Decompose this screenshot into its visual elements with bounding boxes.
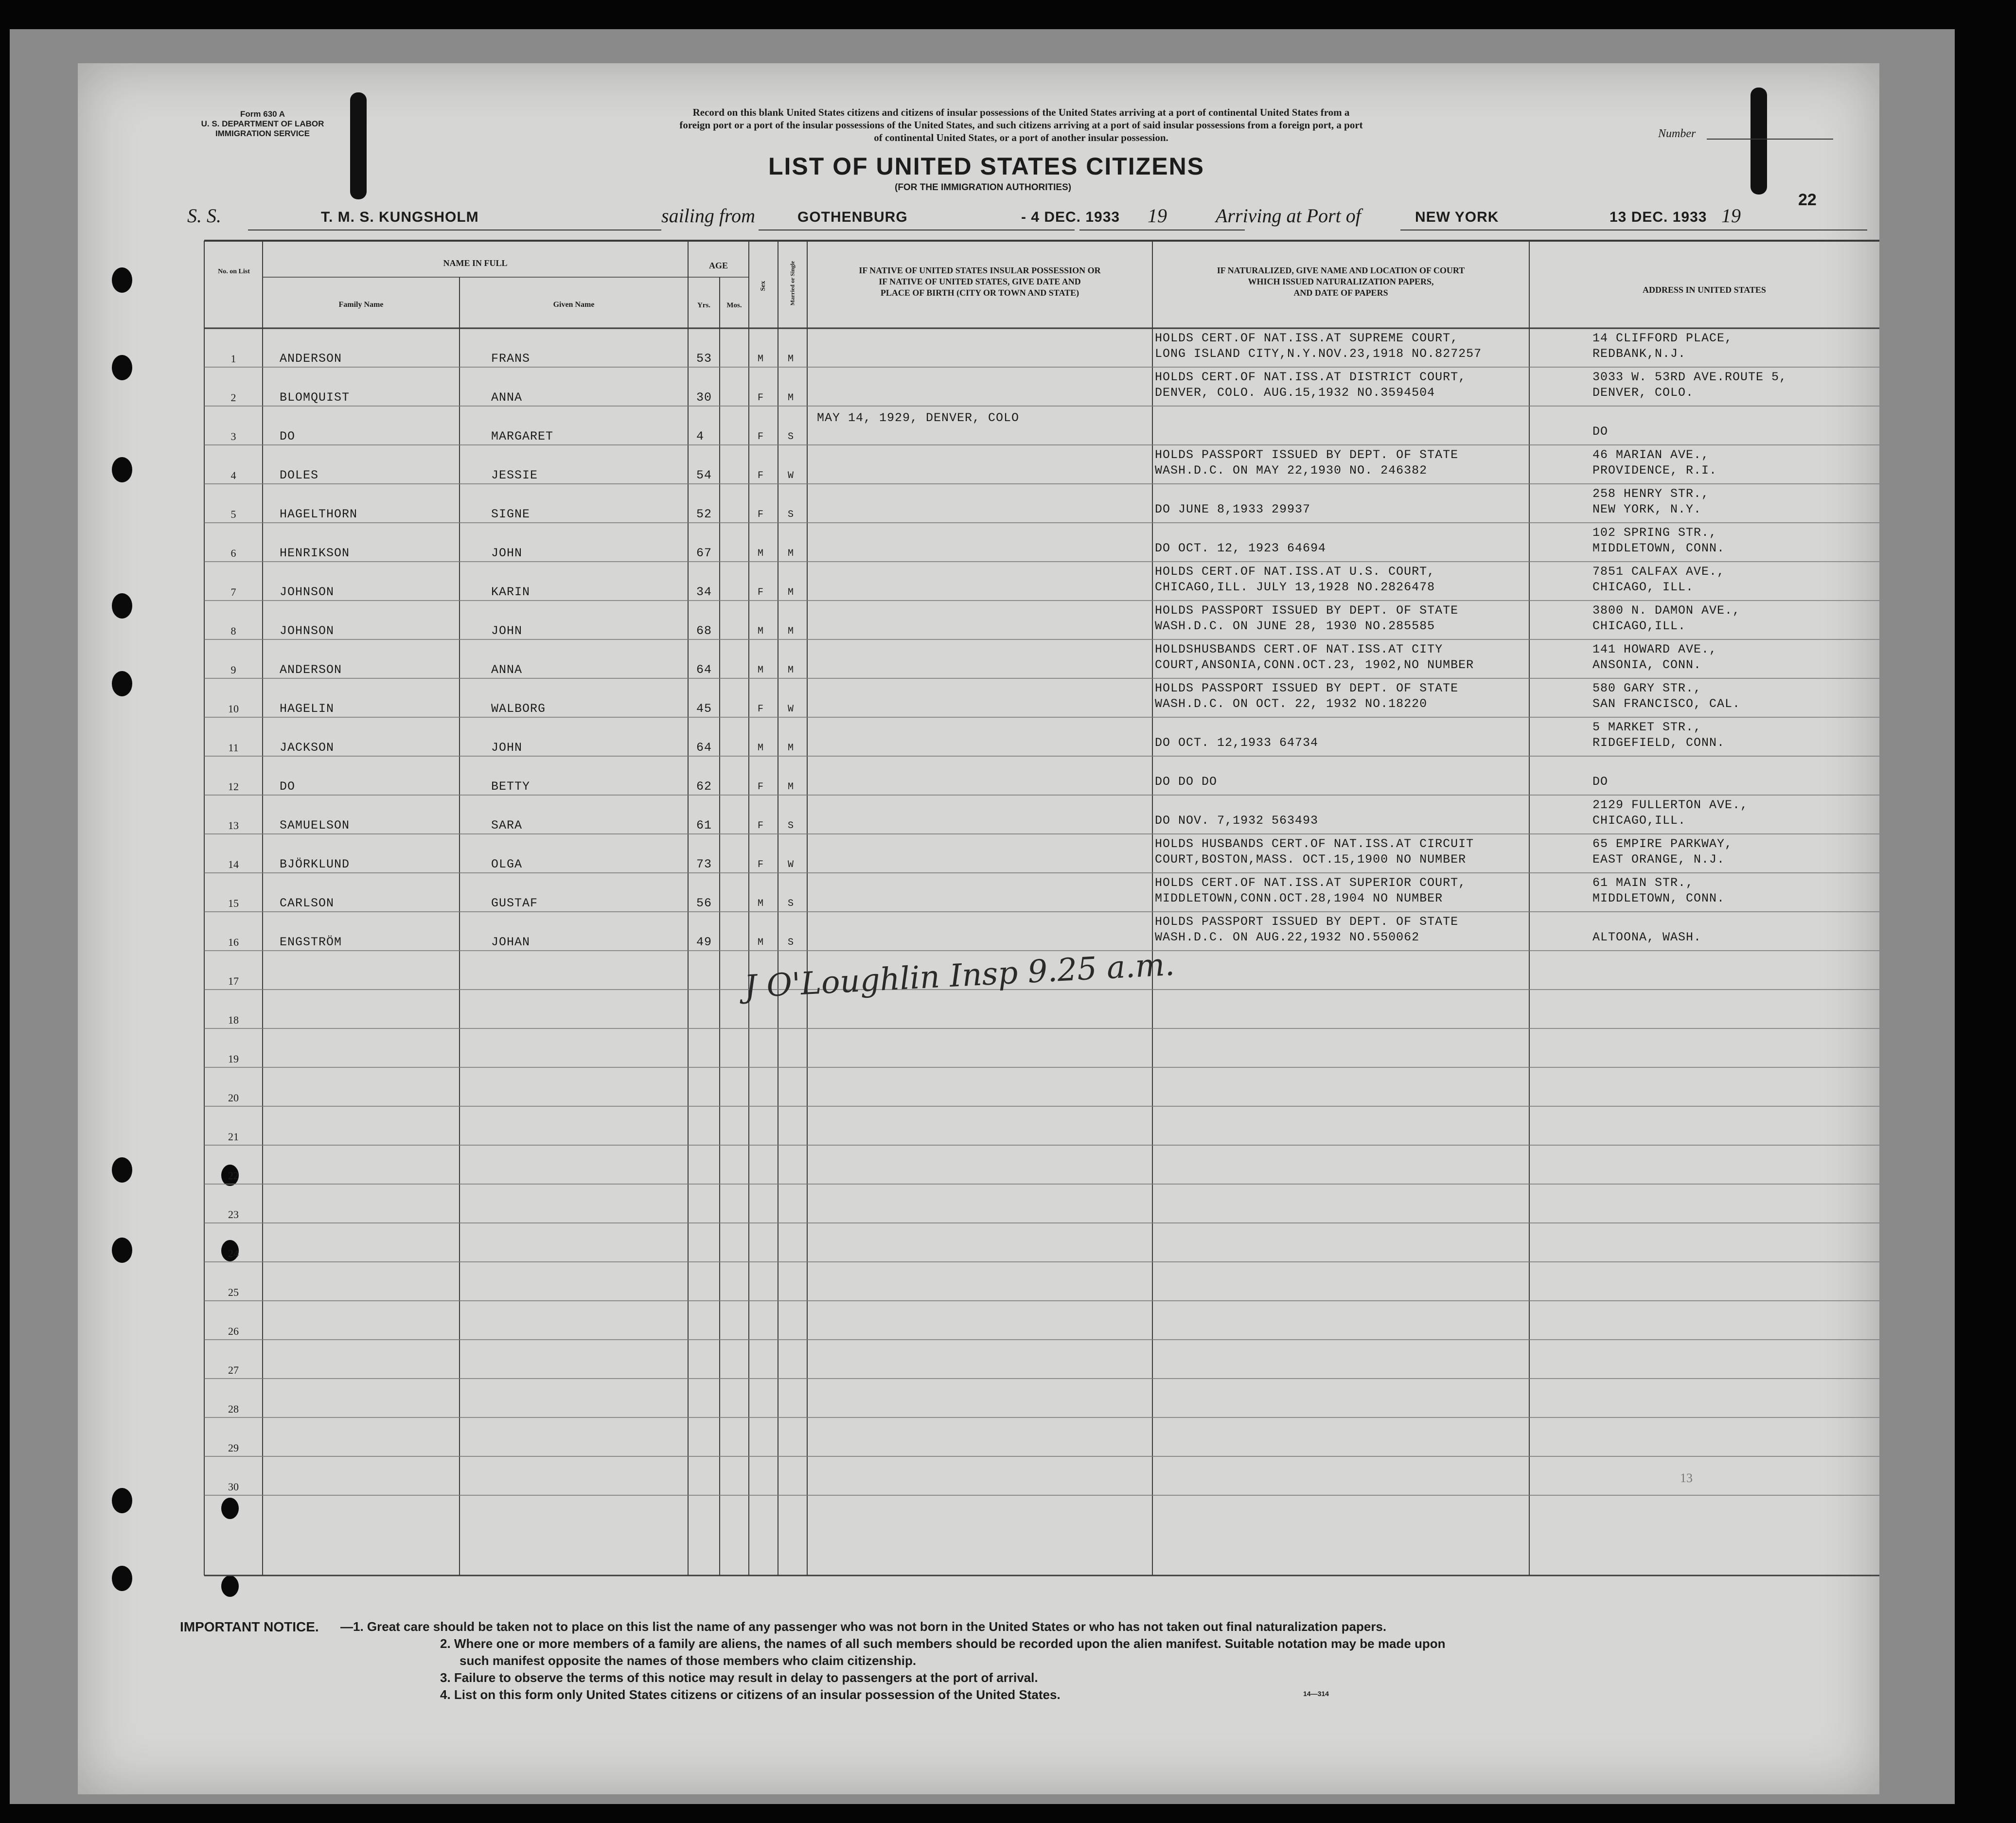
address-line-1: 3033 W. 53RD AVE.ROUTE 5, — [1592, 370, 1787, 384]
given-name: FRANS — [491, 352, 531, 366]
sex: F — [758, 470, 764, 481]
line-number: 23 — [228, 1208, 239, 1221]
line-number: 15 — [228, 897, 239, 909]
col-header-native — [807, 265, 1152, 299]
address-line-1: 3800 N. DAMON AVE., — [1592, 603, 1741, 618]
naturalization-line-1: HOLDS PASSPORT ISSUED BY DEPT. OF STATE — [1155, 681, 1459, 695]
age-years: 64 — [696, 663, 712, 677]
col-header-line: IF NATIVE OF UNITED STATES, GIVE DATE AND — [879, 277, 1081, 286]
line-number: 29 — [228, 1442, 239, 1454]
address-line-1: 580 GARY STR., — [1592, 681, 1702, 695]
naturalization-line-1: HOLDS CERT.OF NAT.ISS.AT U.S. COURT, — [1155, 565, 1435, 579]
sex: F — [758, 859, 764, 870]
marital-status: S — [788, 898, 795, 909]
given-name: OLGA — [491, 857, 523, 871]
address-line-2: EAST ORANGE, N.J. — [1592, 852, 1725, 867]
line-number: 6 — [230, 547, 236, 559]
marital-status: W — [788, 470, 795, 481]
given-name: SIGNE — [491, 507, 531, 521]
family-name: ANDERSON — [280, 352, 342, 366]
arriving-label: Arriving at Port of — [1216, 205, 1361, 227]
line-number: 30 — [228, 1481, 239, 1493]
address-line-2: NEW YORK, N.Y. — [1592, 502, 1702, 516]
marital-status: W — [788, 704, 795, 715]
family-name: BJÖRKLUND — [280, 857, 350, 871]
naturalization-line-2: WASH.D.C. ON MAY 22,1930 NO. 246382 — [1155, 463, 1428, 478]
address-line-1: 258 HENRY STR., — [1592, 487, 1710, 501]
service-name: IMMIGRATION SERVICE — [215, 129, 310, 138]
line-number: 20 — [228, 1092, 239, 1104]
page-subtitle: (FOR THE IMMIGRATION AUTHORITIES) — [895, 182, 1072, 193]
age-years: 56 — [696, 896, 712, 910]
naturalization-line-2: MIDDLETOWN,CONN.OCT.28,1904 NO NUMBER — [1155, 891, 1443, 905]
given-name: JESSIE — [491, 468, 538, 482]
age-years: 62 — [696, 779, 712, 794]
line-number: 19 — [228, 1053, 239, 1065]
given-name: JOHN — [491, 546, 523, 560]
naturalization-line-2: DO OCT. 12,1933 64734 — [1155, 736, 1319, 750]
line-number: 26 — [228, 1325, 239, 1337]
line-number: 10 — [228, 703, 239, 715]
sex: F — [758, 781, 764, 793]
given-name: BETTY — [491, 779, 531, 794]
age-years: 45 — [696, 702, 712, 716]
age-years: 54 — [696, 468, 712, 482]
age-years: 30 — [696, 390, 712, 405]
family-name: ENGSTRÖM — [280, 935, 342, 949]
notice-item-4: 4. List on this form only United States citizens or citizens of an insular possession of the United States. — [440, 1687, 1061, 1702]
address-line-2: RIDGEFIELD, CONN. — [1592, 736, 1725, 750]
address-line-1: 7851 CALFAX AVE., — [1592, 565, 1725, 579]
given-name: MARGARET — [491, 429, 554, 443]
address-line-1: 14 CLIFFORD PLACE, — [1592, 331, 1733, 345]
marital-status: M — [788, 392, 795, 404]
line-number: 7 — [230, 586, 236, 598]
naturalization-line-2: DO OCT. 12, 1923 64694 — [1155, 541, 1326, 555]
sex: F — [758, 431, 764, 442]
family-name: HAGELIN — [280, 702, 335, 716]
marital-status: M — [788, 781, 795, 793]
line-number: 17 — [228, 975, 239, 987]
given-name: ANNA — [491, 390, 523, 405]
naturalization-line-2: WASH.D.C. ON OCT. 22, 1932 NO.18220 — [1155, 697, 1428, 711]
address-line-2: CHICAGO,ILL. — [1592, 814, 1686, 828]
line-number: 14 — [228, 858, 239, 870]
naturalization-line-2: WASH.D.C. ON AUG.22,1932 NO.550062 — [1155, 930, 1420, 944]
line-number: 28 — [228, 1403, 239, 1415]
given-name: GUSTAF — [491, 896, 538, 910]
sex: F — [758, 820, 764, 832]
sex: F — [758, 509, 764, 520]
address-line-1: 46 MARIAN AVE., — [1592, 448, 1710, 462]
line-number: 12 — [228, 780, 239, 793]
sailing-date: - 4 DEC. 1933 — [1021, 209, 1120, 225]
address-line-2: DENVER, COLO. — [1592, 386, 1694, 400]
address-line-1: 2129 FULLERTON AVE., — [1592, 798, 1749, 812]
col-header-name: NAME IN FULL — [443, 258, 508, 268]
age-years: 61 — [696, 818, 712, 832]
line-number: 8 — [230, 625, 236, 637]
address-line-2: CHICAGO,ILL. — [1592, 619, 1686, 633]
family-name: SAMUELSON — [280, 818, 350, 832]
family-name: HAGELTHORN — [280, 507, 358, 521]
address-line-2: DO — [1592, 425, 1609, 439]
marital-status: M — [788, 743, 795, 754]
address-line-2: SAN FRANCISCO, CAL. — [1592, 697, 1741, 711]
notice-item-2: 2. Where one or more members of a family are aliens, the names of all such members should be recorded upon the alien manifest. Suitable notation may be made upon — [440, 1636, 1446, 1651]
sex: M — [758, 743, 764, 754]
address-line-2: ANSONIA, CONN. — [1592, 658, 1702, 672]
line-number: 3 — [230, 430, 236, 442]
given-name: WALBORG — [491, 702, 546, 716]
col-header-sex: Sex — [760, 281, 767, 291]
naturalization-line-2: COURT,BOSTON,MASS. OCT.15,1900 NO NUMBER — [1155, 852, 1467, 867]
arrival-date: 13 DEC. 1933 — [1609, 209, 1707, 225]
marital-status: S — [788, 431, 795, 442]
year-label: 19 — [1721, 205, 1741, 227]
naturalization-line-2: DO DO DO — [1155, 775, 1218, 789]
naturalization-line-1: HOLDS HUSBANDS CERT.OF NAT.ISS.AT CIRCUIT — [1155, 837, 1474, 851]
naturalization-line-1: HOLDS PASSPORT ISSUED BY DEPT. OF STATE — [1155, 915, 1459, 929]
age-years: 34 — [696, 585, 712, 599]
col-header-mos: Mos. — [726, 301, 742, 309]
col-header-line: IF NATIVE OF UNITED STATES INSULAR POSSESSION OR — [859, 265, 1101, 275]
marital-status: M — [788, 354, 795, 365]
address-line-1: 5 MARKET STR., — [1592, 720, 1702, 734]
notice-item-3: 3. Failure to observe the terms of this notice may result in delay to passengers at the port of arrival. — [440, 1670, 1038, 1685]
age-years: 4 — [696, 429, 705, 443]
age-years: 64 — [696, 741, 712, 755]
naturalization-line-2: DENVER, COLO. AUG.15,1932 NO.3594504 — [1155, 386, 1435, 400]
notice-item-2-cont: such manifest opposite the names of those members who claim citizenship. — [460, 1653, 917, 1668]
given-name: ANNA — [491, 663, 523, 677]
manifest-page — [78, 63, 1879, 1794]
marital-status: M — [788, 665, 795, 676]
line-number: 22 — [228, 1169, 239, 1182]
col-header-line: PLACE OF BIRTH (CITY OR TOWN AND STATE) — [880, 288, 1079, 298]
line-number: 13 — [228, 819, 239, 832]
marital-status: S — [788, 820, 795, 832]
family-name: CARLSON — [280, 896, 335, 910]
instruction-line: of continental United States, or a port of another insular possession. — [874, 132, 1168, 143]
manifest-grid — [78, 63, 1879, 1794]
col-header-yrs: Yrs. — [697, 301, 711, 309]
address-line-2: REDBANK,N.J. — [1592, 347, 1686, 361]
address-line-2: DO — [1592, 775, 1609, 789]
col-header-address: ADDRESS IN UNITED STATES — [1643, 285, 1766, 295]
birth-place: MAY 14, 1929, DENVER, COLO — [817, 411, 1020, 425]
naturalization-line-1: HOLDSHUSBANDS CERT.OF NAT.ISS.AT CITY — [1155, 642, 1443, 656]
line-number: 11 — [228, 742, 239, 754]
address-line-2: MIDDLETOWN, CONN. — [1592, 541, 1725, 555]
notice-label: IMPORTANT NOTICE. — [180, 1619, 319, 1634]
address-line-2: MIDDLETOWN, CONN. — [1592, 891, 1725, 905]
page-title: LIST OF UNITED STATES CITIZENS — [768, 153, 1205, 180]
line-number: 2 — [230, 391, 236, 404]
ship-name: T. M. S. KUNGSHOLM — [321, 209, 479, 225]
line-number: 21 — [228, 1131, 239, 1143]
col-header-family-name: Family Name — [338, 301, 384, 309]
sex: M — [758, 665, 764, 676]
given-name: JOHN — [491, 624, 523, 638]
marital-status: W — [788, 859, 795, 870]
age-years: 52 — [696, 507, 712, 521]
col-header-line: WHICH ISSUED NATURALIZATION PAPERS, — [1248, 277, 1434, 286]
line-number: 9 — [230, 664, 236, 676]
departure-port: GOTHENBURG — [797, 209, 908, 225]
department-name: U. S. DEPARTMENT OF LABOR — [201, 119, 324, 128]
line-number: 1 — [230, 353, 236, 365]
age-years: 67 — [696, 546, 712, 560]
sex: F — [758, 587, 764, 598]
form-number: Form 630 A — [240, 109, 285, 119]
notice-item-1: —1. Great care should be taken not to place on this list the name of any passenger who was not born in the United States or who has not taken out final naturalization papers. — [340, 1619, 1387, 1634]
family-name: JOHNSON — [280, 585, 335, 599]
col-header-number: No. on List — [218, 268, 250, 275]
naturalization-line-1: HOLDS PASSPORT ISSUED BY DEPT. OF STATE — [1155, 448, 1459, 462]
ss-label: S. S. — [187, 205, 221, 227]
family-name: HENRIKSON — [280, 546, 350, 560]
family-name: JACKSON — [280, 741, 335, 755]
col-header-married-single: Married or Single — [789, 261, 796, 306]
marital-status: S — [788, 509, 795, 520]
naturalization-line-1: HOLDS CERT.OF NAT.ISS.AT DISTRICT COURT, — [1155, 370, 1467, 384]
marital-status: M — [788, 548, 795, 559]
given-name: SARA — [491, 818, 523, 832]
address-line-2: PROVIDENCE, R.I. — [1592, 463, 1717, 478]
family-name: DO — [280, 429, 296, 443]
year-label: 19 — [1148, 205, 1167, 227]
marital-status: S — [788, 937, 795, 948]
line-number: 25 — [228, 1286, 239, 1298]
line-number: 16 — [228, 936, 239, 948]
marital-status: M — [788, 626, 795, 637]
form-code: 14—314 — [1303, 1690, 1329, 1698]
naturalization-line-2: DO JUNE 8,1933 29937 — [1155, 502, 1311, 516]
address-line-2: CHICAGO, ILL. — [1592, 580, 1694, 594]
age-years: 53 — [696, 352, 712, 366]
sex: M — [758, 626, 764, 637]
address-line-1: 65 EMPIRE PARKWAY, — [1592, 837, 1733, 851]
line-number: 4 — [230, 469, 236, 481]
sex: M — [758, 548, 764, 559]
naturalization-line-2: CHICAGO,ILL. JULY 13,1928 NO.2826478 — [1155, 580, 1435, 594]
instruction-line: Record on this blank United States citizens and citizens of insular possessions of the United States arriving at a port of continental United States from a — [692, 106, 1350, 118]
sex: M — [758, 354, 764, 365]
col-header-given-name: Given Name — [553, 301, 595, 309]
stray-mark: 13 — [1680, 1471, 1693, 1485]
age-years: 73 — [696, 857, 712, 871]
family-name: DOLES — [280, 468, 319, 482]
age-years: 49 — [696, 935, 712, 949]
col-header-age: AGE — [708, 261, 728, 270]
col-header-naturalized — [1152, 265, 1529, 299]
naturalization-line-2: LONG ISLAND CITY,N.Y.NOV.23,1918 NO.827257 — [1155, 347, 1482, 361]
naturalization-line-1: HOLDS CERT.OF NAT.ISS.AT SUPREME COURT, — [1155, 331, 1459, 345]
given-name: KARIN — [491, 585, 531, 599]
marital-status: M — [788, 587, 795, 598]
arrival-port: NEW YORK — [1415, 209, 1499, 225]
line-number: 27 — [228, 1364, 239, 1376]
address-line-1: 102 SPRING STR., — [1592, 526, 1717, 540]
age-years: 68 — [696, 624, 712, 638]
col-header-line: AND DATE OF PAPERS — [1293, 288, 1388, 298]
address-line-1: 61 MAIN STR., — [1592, 876, 1694, 890]
given-name: JOHAN — [491, 935, 531, 949]
naturalization-line-2: WASH.D.C. ON JUNE 28, 1930 NO.285585 — [1155, 619, 1435, 633]
sex: F — [758, 392, 764, 404]
address-line-1: 141 HOWARD AVE., — [1592, 642, 1717, 656]
page-number: 22 — [1798, 191, 1817, 209]
sailing-label: sailing from — [661, 205, 755, 227]
family-name: BLOMQUIST — [280, 390, 350, 405]
naturalization-line-2: COURT,ANSONIA,CONN.OCT.23, 1902,NO NUMBER — [1155, 658, 1474, 672]
sex: M — [758, 898, 764, 909]
given-name: JOHN — [491, 741, 523, 755]
naturalization-line-2: DO NOV. 7,1932 563493 — [1155, 814, 1319, 828]
sex: F — [758, 704, 764, 715]
line-number: 18 — [228, 1014, 239, 1026]
family-name: ANDERSON — [280, 663, 342, 677]
family-name: DO — [280, 779, 296, 794]
family-name: JOHNSON — [280, 624, 335, 638]
number-label: Number — [1658, 127, 1696, 140]
naturalization-line-1: HOLDS PASSPORT ISSUED BY DEPT. OF STATE — [1155, 603, 1459, 618]
instruction-line: foreign port or a port of the insular possessions of the United States, and such citizens arriving at a port of said insular possessions from a foreign port, a port — [679, 119, 1363, 131]
col-header-line: IF NATURALIZED, GIVE NAME AND LOCATION OF COURT — [1217, 265, 1465, 275]
line-number: 24 — [228, 1247, 239, 1259]
address-line-2: ALTOONA, WASH. — [1592, 930, 1702, 944]
inspector-signature: J O'Loughlin Insp 9.25 a.m. — [743, 946, 1176, 1006]
sex: M — [758, 937, 764, 948]
line-number: 5 — [230, 508, 236, 520]
naturalization-line-1: HOLDS CERT.OF NAT.ISS.AT SUPERIOR COURT, — [1155, 876, 1467, 890]
